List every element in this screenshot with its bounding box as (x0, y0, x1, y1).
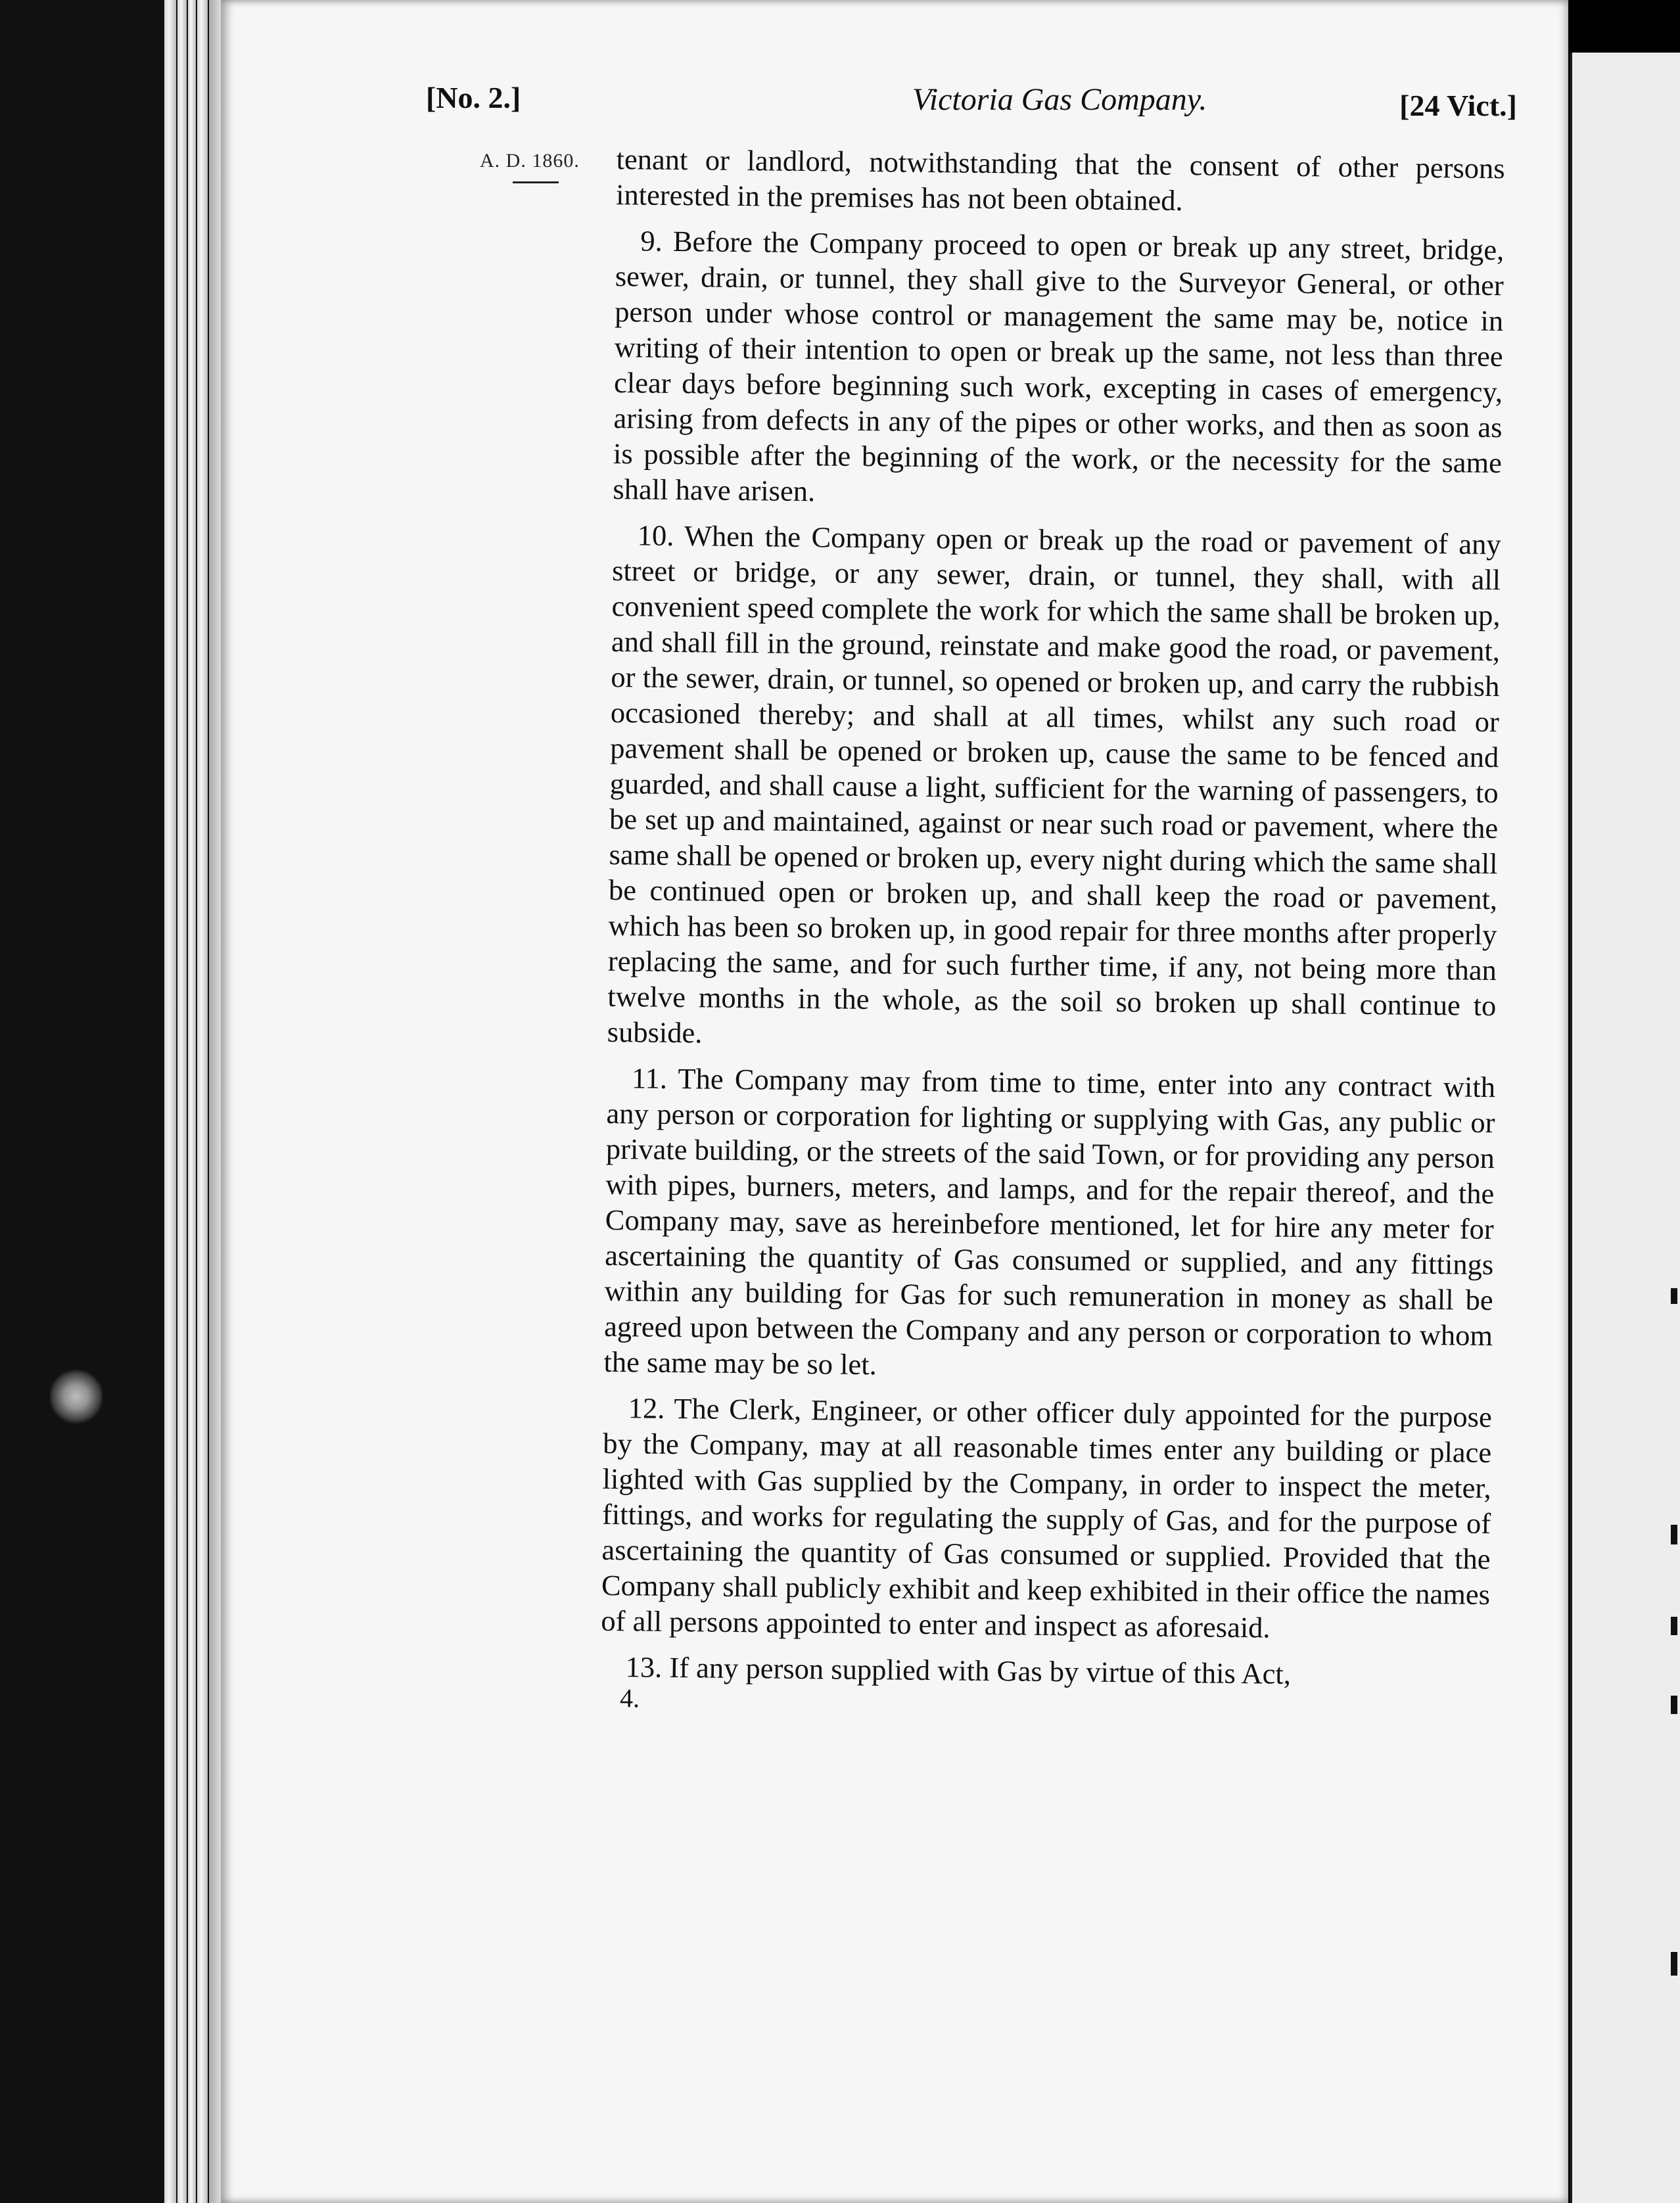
page-edge (164, 0, 176, 2203)
running-head (426, 80, 1517, 139)
ink-mark (1671, 1952, 1677, 1976)
margin-year-note: A. D. 1860. (480, 150, 580, 172)
running-title: Victoria Gas Company. (912, 82, 1207, 117)
ink-mark (1671, 1617, 1677, 1635)
margin-rule (513, 181, 559, 183)
section-9: 9. Before the Company proceed to open or break up any street, bridge, sewer, drain, or tunnel, they shall give to the Surveyor General, or other person under whose control or management the same may be, notice in writing of their intention to open or break up the same, not less than three clear days before beginning such work, excepting in cases of emergency, arising from defects in any of the pipes or other works, and then as soon as is possible after the beginning of the work, or the necessity for the same shall have arisen. (613, 224, 1505, 508)
body-text (600, 141, 1505, 1725)
section-11: 11. The Company may from time to time, enter into any contract with any person or corporation for lighting or supplying with Gas, any public or private building, or the streets of the said Town, or for providing any person with pipes, burners, meters, and lamps, and for the repair thereof, and the Company may, save as hereinbefore mentioned, let for hire any meter for ascertaining the quantity of Gas consumed or supplied, and any fittings within any building for Gas for such remuneration in money as shall be agreed upon between the Company and any person or corporation to whom the same may be so let. (603, 1061, 1496, 1381)
paper-tear-mark (50, 1367, 103, 1426)
page-number: 4. (619, 1683, 640, 1713)
page-edge (197, 0, 208, 2203)
regnal-year: [24 Vict.] (1399, 89, 1517, 122)
paragraph-continuation: tenant or landlord, notwithstanding that the consent of other persons interested in the premises has not been obtained. (615, 142, 1505, 218)
ink-mark (1671, 1288, 1677, 1304)
book-edge-stack (0, 0, 223, 2203)
ink-mark (1671, 1525, 1677, 1544)
section-12: 12. The Clerk, Engineer, or other officer duly appointed for the purpose by the Company, may at all reasonable times enter any building or place lighted with Gas supplied by the Company, in order to inspect the meter, fittings, and works for regulating the supply of Gas, and for the purpose of ascertaining the quantity of Gas consumed or supplied. Provided that the Company shall publicly exhibit and keep exhibited in their office the names of all persons appointed to enter and inspect as aforesaid. (601, 1391, 1493, 1644)
ink-mark (1671, 1696, 1677, 1714)
section-10: 10. When the Company open or break up the road or pavement of any street or bridge, or any sewer, drain, or tunnel, they shall, with all convenient speed complete the work for which the same shall be broken up, and shall fill in the ground, reinstate and make good the road, or pavement, or the sewer, drain, or tunnel, so opened or broken up, and carry the rubbish occasioned thereby; and shall at all times, whilst any such road or pavement shall be opened or broken up, cause the same to be fenced and guarded, and shall cause a light, sufficient for the warning of passengers, to be set up and maintained, against or near such road or pavement, where the same shall be opened or broken up, every night during which the same shall be continued open or broken up, and shall keep the road or pavement, which has been so broken up, in good repair for three months after properly replacing the same, and for such further time, if any, not being more than twelve months in the whole, as the soil so broken up shall continue to subside. (607, 519, 1501, 1050)
page-edge (177, 0, 187, 2203)
next-page-edge (1570, 53, 1680, 2203)
section-13: 13. If any person supplied with Gas by virtue of this Act, (625, 1650, 1292, 1690)
act-number: [No. 2.] (426, 81, 521, 114)
page-edge (188, 0, 196, 2203)
